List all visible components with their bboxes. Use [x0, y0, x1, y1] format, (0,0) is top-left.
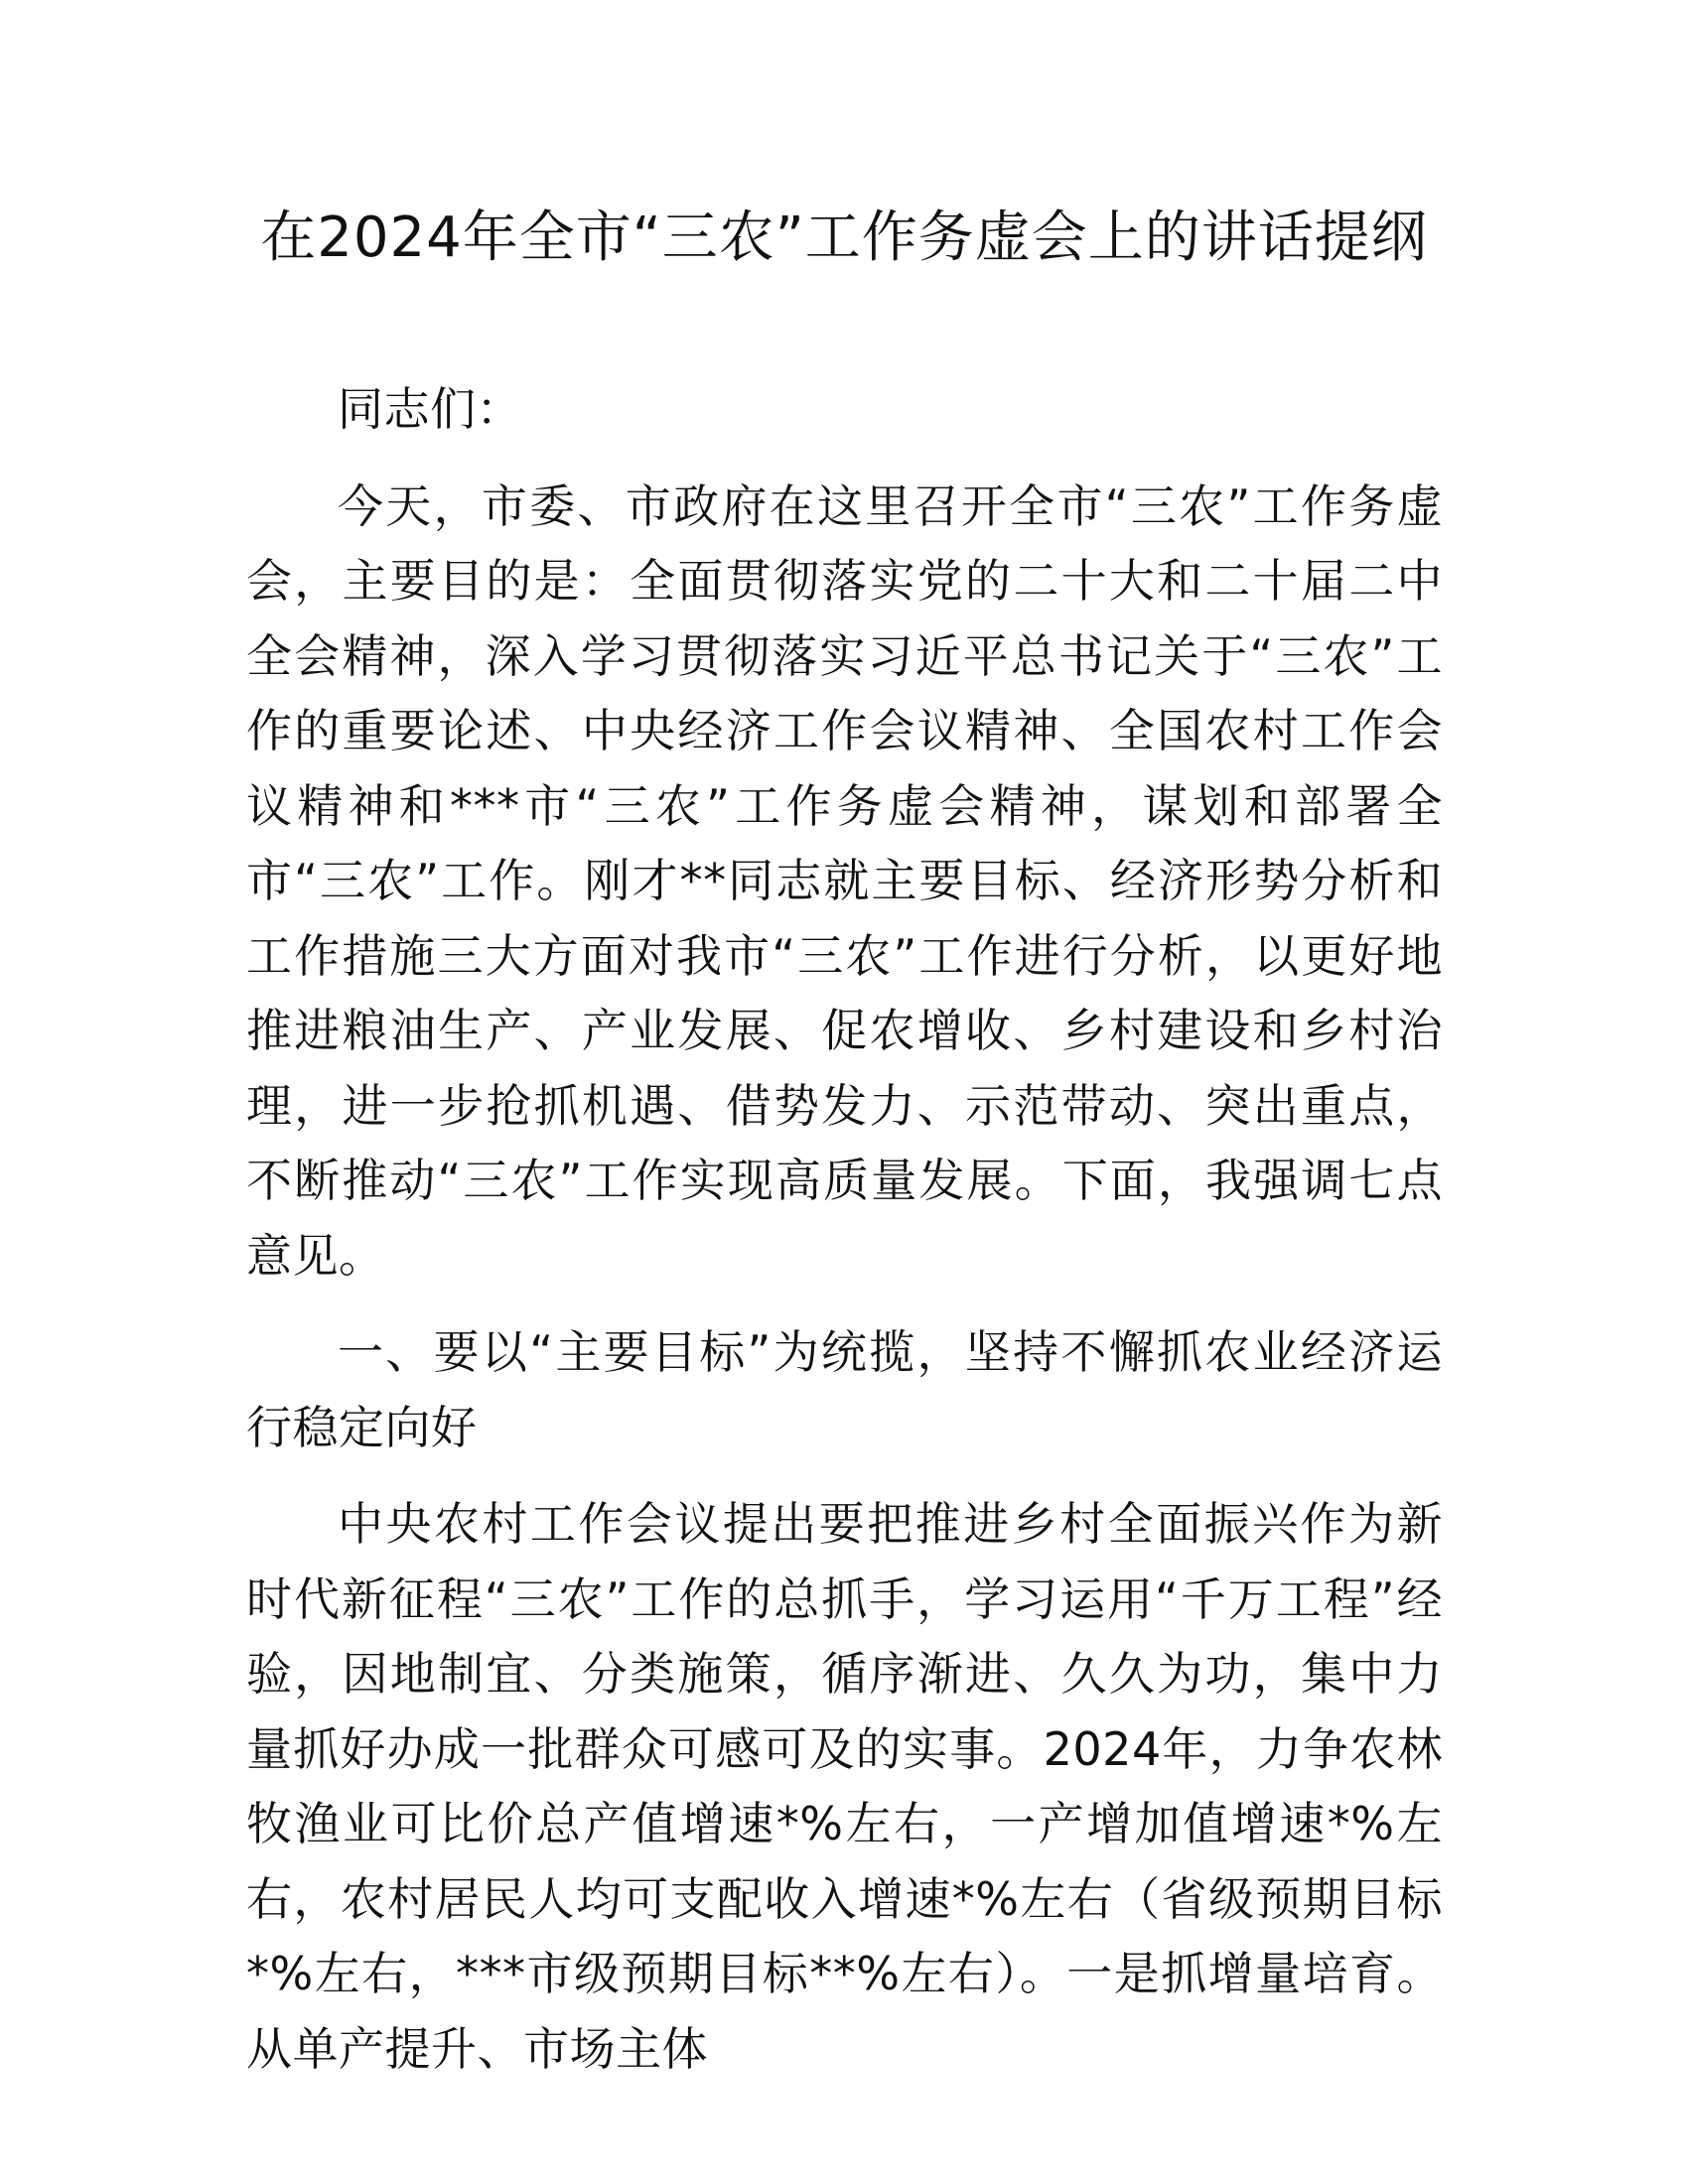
document-title: 在2024年全市“三农”工作务虚会上的讲话提纲 [260, 205, 1428, 270]
intro-paragraph: 今天，市委、市政府在这里召开全市“三农”工作务虚会，主要目的是：全面贯彻落实党的二十大和二十届二中全会精神，深入学习贯彻落实习近平总书记关于“三农”工作的重要论述、中央经济工作会议精神、全国农村工作会议精神和***市“三农”工作务虚会精神，谋划和部署全市“三农”工作。刚才**同志就主要目标、经济形势分析和工作措施三大方面对我市“三农”工作进行分析，以更好地推进粮油生产、产业发展、促农增收、乡村建设和乡村治理，进一步抢抓机遇、借势发力、示范带动、突出重点，不断推动“三农”工作实现高质量发展。下面，我强调七点意见。 [246, 478, 1443, 1283]
document-body [246, 372, 1443, 2109]
salutation-paragraph: 同志们： [338, 382, 522, 436]
section-heading-1: 一、要以“主要目标”为统揽，坚持不懈抓农业经济运行稳定向好 [246, 1325, 1443, 1454]
section-1-paragraph: 中央农村工作会议提出要把推进乡村全面振兴作为新时代新征程“三农”工作的总抓手，学习运用“千万工程”经验，因地制宜、分类施策，循序渐进、久久为功，集中力量抓好办成一批群众可感可及的实事。2024年，力争农林牧渔业可比价总产值增速*%左右，一产增加值增速*%左右，农村居民人均可支配收入增速*%左右（省级预期目标*%左右，***市级预期目标**%左右）。一是抓增量培育。从单产提升、市场主体 [246, 1497, 1443, 2076]
